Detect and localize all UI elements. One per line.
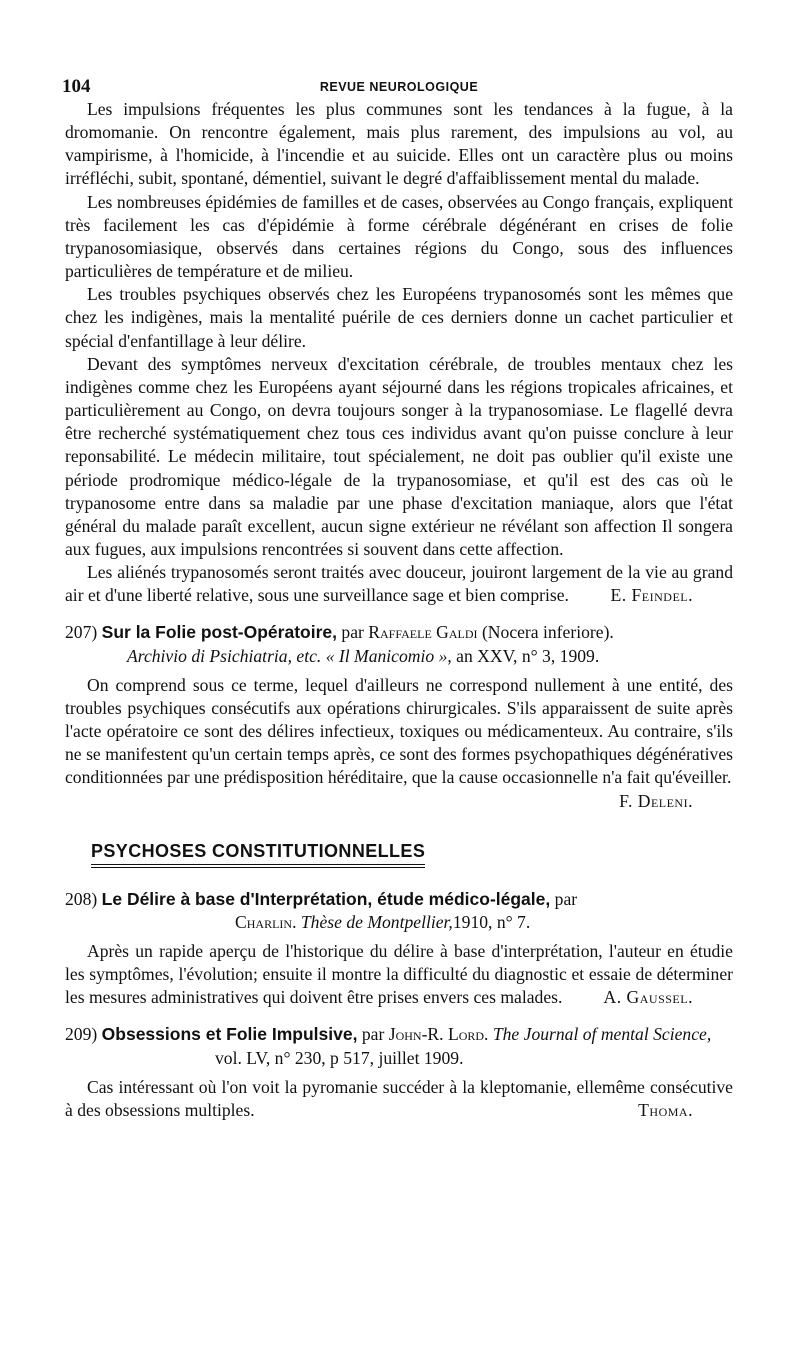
review-by: par <box>554 888 578 909</box>
paragraph: Les troubles psychiques observés chez les Européens trypanosomés sont les mêmes que chez les indigènes, mais la mentalité puérile de ces derniers donne un cachet particulier et spécial d'enfantillage à leur délire. <box>65 284 733 351</box>
paragraph-text: Les aliénés trypanosomés seront traités avec douceur, jouiront largement de la vie au grand air et d'une liberté relative, sous une surveillance sage et bien comprise. <box>65 562 733 606</box>
journal-title: REVUE NEUROLOGIQUE <box>319 80 479 94</box>
reviewer-signature: F. Deleni. <box>619 790 693 811</box>
review-by: par <box>361 1024 385 1045</box>
review-source <box>65 911 733 934</box>
reviewer-signature: E. Feindel. <box>610 585 693 606</box>
review-year: 1910, n° 7. <box>452 911 531 932</box>
review-number: 208) <box>65 888 98 909</box>
review-207 <box>65 621 733 812</box>
review-by: par <box>341 622 364 643</box>
review-place: (Nocera inferiore). <box>481 622 614 643</box>
paragraph: Les nombreuses épidémies de familles et de cases, observées au Congo français, expliquent très facilement les cas d'épidémie à forme cérébrale dégénérant en crises de folie trypanosomiasique, observés dans certaines régions du Congo, sous des influences particulières de température et de milieu. <box>65 191 733 282</box>
review-title: Obsessions et Folie Impulsive, <box>101 1024 358 1045</box>
review-year: vol. LV, n° 230, p 517, juillet 1909. <box>215 1047 464 1068</box>
paragraph <box>65 1076 733 1122</box>
review-author: Raffaele Galdi <box>368 622 478 643</box>
paragraph <box>65 561 733 607</box>
review-journal: Archivio di Psichiatria, etc. « Il Manicomio » <box>127 645 448 666</box>
paragraph-text: Cas intéressant où l'on voit la pyromanie succéder à la kleptomanie, ellemême consécutive à des obsessions multiples. <box>65 1076 733 1120</box>
page-number: 104 <box>62 76 91 97</box>
review-author: John-R. Lord. <box>388 1024 489 1045</box>
review-209 <box>65 1023 733 1122</box>
paragraph <box>65 940 733 1009</box>
review-number: 209) <box>65 1024 98 1045</box>
review-author: Charlin. <box>235 911 297 932</box>
review-year: , an XXV, n° 3, 1909. <box>447 645 600 666</box>
review-title: Le Délire à base d'Interprétation, étude médico-légale, <box>101 888 551 909</box>
reviewer-signature: A. Gaussel. <box>603 987 693 1008</box>
review-number: 207) <box>65 622 98 643</box>
review-heading <box>65 888 733 911</box>
section-heading: PSYCHOSES CONSTITUTIONNELLES <box>65 841 733 868</box>
review-source <box>65 1047 733 1070</box>
reviewer-signature: Thoma. <box>638 1099 693 1120</box>
running-header <box>62 72 733 98</box>
review-journal: The Journal of mental Science, <box>492 1024 712 1045</box>
review-journal: Thèse de Montpellier, <box>300 911 453 932</box>
paragraph: Devant des symptômes nerveux d'excitation cérébrale, de troubles mentaux chez les indigènes comme chez les Européens ayant séjourné dans les régions tropicales africaines, et particulièrement au Congo, on devra toujours songer à la trypanosomiase. Le flagellé devra être recherché systématiquement chez tous ces individus avant qu'on puisse conclure à leur reponsabilité. Le médecin militaire, tout spécialement, ne doit pas oublier qu'il existe une période prodromique médico-légale de la trypanosomiase, et qu'il est des cas où le trypanosome entre dans sa maladie par une phase d'excitation maniaque, alors que l'état général du malade paraît excellent, aucun signe extérieur ne révélant son affection Il songera aux fugues, aux impulsions rencontrées si souvent dans cette affection. <box>65 353 733 559</box>
review-source <box>65 645 733 668</box>
review-heading <box>65 621 733 644</box>
review-206-continued <box>65 98 733 607</box>
review-heading <box>65 1023 733 1046</box>
paragraph: Les impulsions fréquentes les plus communes sont les tendances à la fugue, à la dromomanie. On rencontre également, mais plus rarement, des impulsions au vol, au vampirisme, à l'homicide, à l'incendie et au suicide. Elles ont un caractère plus ou moins irréfléchi, subit, spontané, démentiel, suivant le degré d'affaiblissement mental du malade. <box>65 99 733 189</box>
review-208 <box>65 888 733 1010</box>
paragraph-text: Après un rapide aperçu de l'historique du délire à base d'interprétation, l'auteur en étudie les symptômes, l'évolution; ensuite il montre la difficulté du diagnostic et essaie de déterminer les mesures administratives qui doivent être prises envers ces malades. <box>65 941 733 1008</box>
paragraph: On comprend sous ce terme, lequel d'ailleurs ne correspond nullement à une entité, des troubles psychiques consécutifs aux opérations chirurgicales. S'ils apparaissent de suite après l'acte opératoire ce sont des délires infectieux, toxiques ou médicamenteux. Au contraire, s'ils ne se manifestent qu'un certain temps après, ce sont des formes psychopathiques dégénératives conditionnées par une prédisposition héréditaire, que la cause occasionnelle n'a fait qu'éveiller. <box>65 674 733 788</box>
journal-page <box>62 72 733 1122</box>
review-title: Sur la Folie post-Opératoire, <box>101 622 337 643</box>
